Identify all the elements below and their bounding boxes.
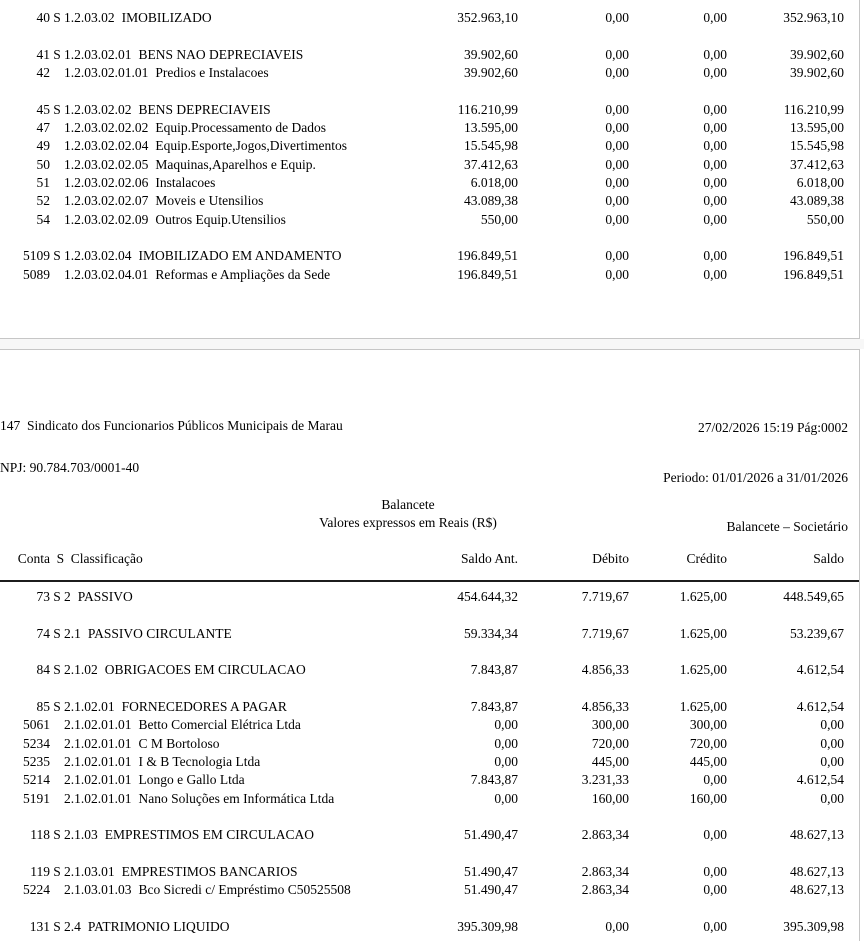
classificacao-code: 2.1.02.01.01 — [64, 717, 132, 733]
conta-cell: 54 — [36, 211, 50, 227]
classificacao-code: 1.2.03.02.02.05 — [64, 156, 149, 172]
table-row — [0, 64, 858, 82]
saldo-cell: 0,00 — [820, 790, 844, 806]
saldo-ant-cell: 0,00 — [494, 753, 518, 769]
debito-cell: 0,00 — [605, 193, 629, 209]
classificacao-desc: I & B Tecnologia Ltda — [138, 753, 261, 769]
saldo-cell: 4.612,54 — [796, 772, 844, 788]
debito-cell: 160,00 — [591, 790, 629, 806]
table-row — [0, 918, 858, 936]
saldo-cell: 196.849,51 — [783, 248, 844, 264]
conta-cell: 49 — [36, 138, 50, 154]
saldo-ant-cell: 7.843,87 — [470, 662, 518, 678]
spacer-row — [0, 643, 858, 661]
classificacao-desc: Reformas e Ampliações da Sede — [155, 266, 331, 282]
classificacao-code: 1.2.03.02.02.07 — [64, 193, 149, 209]
saldo-cell: 13.595,00 — [790, 119, 844, 135]
col-header-classificacao: Classificação — [70, 551, 143, 566]
debito-cell: 0,00 — [605, 101, 629, 117]
credito-cell: 0,00 — [703, 863, 727, 879]
credito-cell: 0,00 — [703, 174, 727, 190]
debito-cell: 0,00 — [605, 119, 629, 135]
saldo-ant-cell: 51.490,47 — [464, 827, 518, 843]
saldo-cell: 48.627,13 — [790, 863, 844, 879]
saldo-ant-cell: 39.902,60 — [464, 64, 518, 80]
table-row — [0, 101, 858, 119]
table-row — [0, 790, 858, 808]
saldo-ant-cell: 196.849,51 — [457, 248, 518, 264]
saldo-ant-cell: 51.490,47 — [464, 863, 518, 879]
s-flag: S — [53, 698, 61, 714]
table-row — [0, 881, 858, 899]
period-line: Periodo: 01/01/2026 a 31/01/2026 — [663, 469, 848, 485]
col-header-credito: Crédito — [686, 551, 727, 566]
saldo-ant-cell: 196.849,51 — [457, 266, 518, 282]
debito-cell: 0,00 — [605, 918, 629, 934]
debito-cell: 0,00 — [605, 266, 629, 282]
conta-cell: 73 — [36, 589, 50, 604]
credito-cell: 445,00 — [689, 753, 727, 769]
conta-cell: 5234 — [23, 735, 50, 751]
report-title-block — [0, 496, 816, 533]
classificacao-code: 1.2.03.02.01 — [64, 46, 132, 62]
debito-cell: 0,00 — [605, 138, 629, 154]
spacer-row — [0, 229, 858, 247]
saldo-ant-cell: 15.545,98 — [464, 138, 518, 154]
credito-cell: 0,00 — [703, 10, 727, 25]
saldo-cell: 39.902,60 — [790, 64, 844, 80]
table-row — [0, 698, 858, 716]
classificacao-desc: Instalacoes — [155, 174, 216, 190]
credito-cell: 0,00 — [703, 138, 727, 154]
page-header-right — [663, 387, 848, 569]
credito-cell: 0,00 — [703, 827, 727, 843]
classificacao-desc: IMOBILIZADO EM ANDAMENTO — [138, 248, 342, 264]
conta-cell: 131 — [29, 918, 50, 934]
spacer-row — [0, 606, 858, 624]
classificacao-code: 2.1.02.01.01 — [64, 772, 132, 788]
saldo-ant-cell: 7.843,87 — [470, 698, 518, 714]
saldo-cell: 48.627,13 — [790, 827, 844, 843]
saldo-cell: 4.612,54 — [796, 698, 844, 714]
table-row — [0, 46, 858, 64]
saldo-ant-cell: 352.963,10 — [457, 10, 518, 25]
s-flag: S — [53, 589, 61, 604]
classificacao-code: 2.1.02.01.01 — [64, 735, 132, 751]
classificacao-code: 2.1.02.01.01 — [64, 753, 132, 769]
classificacao-desc: IMOBILIZADO — [121, 10, 212, 25]
spacer-row — [0, 845, 858, 863]
classificacao-desc: BENS NAO DEPRECIAVEIS — [138, 46, 304, 62]
conta-cell: 45 — [36, 101, 50, 117]
credito-cell: 0,00 — [703, 211, 727, 227]
table-row — [0, 735, 858, 753]
s-flag: S — [53, 827, 61, 843]
conta-cell: 119 — [30, 863, 50, 879]
saldo-cell: 15.545,98 — [790, 138, 844, 154]
saldo-cell: 6.018,00 — [796, 174, 844, 190]
classificacao-desc: Moveis e Utensilios — [155, 193, 264, 209]
table-row — [0, 266, 858, 284]
conta-cell: 42 — [36, 64, 50, 80]
classificacao-desc: PASSIVO — [77, 589, 133, 604]
credito-cell: 0,00 — [703, 882, 727, 898]
page-break-gap — [0, 339, 864, 349]
classificacao-desc: C M Bortoloso — [138, 735, 220, 751]
classificacao-desc: Predios e Instalacoes — [155, 64, 269, 80]
debito-cell: 720,00 — [591, 735, 629, 751]
classificacao-code: 1.2.03.02 — [64, 10, 115, 25]
credito-cell: 0,00 — [703, 101, 727, 117]
saldo-ant-cell: 51.490,47 — [464, 882, 518, 898]
debito-cell: 3.231,33 — [581, 772, 629, 788]
classificacao-desc: EMPRESTIMOS BANCARIOS — [121, 863, 298, 879]
table-row — [0, 771, 858, 789]
saldo-cell: 48.627,13 — [790, 882, 844, 898]
conta-cell: 85 — [36, 698, 50, 714]
saldo-ant-cell: 116.210,99 — [457, 101, 518, 117]
col-header-conta: Conta — [17, 551, 50, 566]
credito-cell: 0,00 — [703, 119, 727, 135]
table-row — [0, 119, 858, 137]
classificacao-desc: Equip.Processamento de Dados — [155, 119, 326, 135]
s-flag: S — [53, 625, 61, 641]
debito-cell: 0,00 — [605, 211, 629, 227]
conta-cell: 47 — [36, 119, 50, 135]
conta-cell: 51 — [36, 174, 50, 190]
saldo-cell: 39.902,60 — [790, 46, 844, 62]
credito-cell: 1.625,00 — [679, 662, 727, 678]
saldo-cell: 196.849,51 — [783, 266, 844, 282]
saldo-ant-cell: 37.412,63 — [464, 156, 518, 172]
table-row — [0, 863, 858, 881]
company-line: 147 Sindicato dos Funcionarios Públicos Municipais de Marau — [0, 418, 343, 433]
classificacao-desc: Longo e Gallo Ltda — [138, 772, 245, 788]
credito-cell: 0,00 — [703, 64, 727, 80]
classificacao-desc: Betto Comercial Elétrica Ltda — [138, 717, 301, 733]
credito-cell: 300,00 — [689, 717, 727, 733]
classificacao-code: 1.2.03.02.02.06 — [64, 174, 149, 190]
debito-cell: 0,00 — [605, 10, 629, 25]
conta-cell: 5235 — [23, 753, 50, 769]
s-flag: S — [53, 10, 61, 25]
saldo-cell: 4.612,54 — [796, 662, 844, 678]
classificacao-code: 1.2.03.02.02.04 — [64, 138, 149, 154]
conta-cell: 118 — [30, 827, 50, 843]
column-header-row — [0, 550, 858, 568]
saldo-cell: 116.210,99 — [783, 101, 844, 117]
saldo-cell: 43.089,38 — [790, 193, 844, 209]
debito-cell: 0,00 — [605, 46, 629, 62]
table-row — [0, 156, 858, 174]
debito-cell: 300,00 — [591, 717, 629, 733]
saldo-ant-cell: 395.309,98 — [457, 918, 518, 934]
conta-cell: 50 — [36, 156, 50, 172]
saldo-ant-cell: 13.595,00 — [464, 119, 518, 135]
classificacao-desc: OBRIGACOES EM CIRCULACAO — [104, 662, 306, 678]
saldo-cell: 352.963,10 — [783, 10, 844, 25]
spacer-row — [0, 27, 858, 45]
s-flag: S — [53, 863, 61, 879]
debito-cell: 2.863,34 — [581, 882, 629, 898]
conta-cell: 5109 — [23, 248, 50, 264]
saldo-cell: 395.309,98 — [783, 918, 844, 934]
debito-cell: 2.863,34 — [581, 827, 629, 843]
debito-cell: 0,00 — [605, 156, 629, 172]
classificacao-code: 2.1.02.01 — [64, 698, 115, 714]
header-separator-rule — [0, 580, 859, 582]
debito-cell: 2.863,34 — [581, 863, 629, 879]
s-flag: S — [53, 662, 61, 678]
conta-cell: 40 — [36, 10, 50, 25]
conta-cell: 84 — [36, 662, 50, 678]
s-flag: S — [53, 101, 61, 117]
conta-cell: 5061 — [23, 717, 50, 733]
classificacao-desc: PASSIVO CIRCULANTE — [87, 625, 232, 641]
conta-cell: 5214 — [23, 772, 50, 788]
saldo-ant-cell: 0,00 — [494, 717, 518, 733]
table-row — [0, 247, 858, 265]
credito-cell: 0,00 — [703, 156, 727, 172]
classificacao-desc: Equip.Esporte,Jogos,Divertimentos — [155, 138, 347, 154]
saldo-cell: 448.549,65 — [783, 589, 844, 604]
table-row — [0, 192, 858, 210]
col-header-saldo: Saldo — [813, 551, 844, 566]
classificacao-code: 2.1 — [64, 625, 81, 641]
classificacao-code: 2.1.03 — [64, 827, 98, 843]
table-row — [0, 137, 858, 155]
debito-cell: 0,00 — [605, 248, 629, 264]
conta-cell: 41 — [36, 46, 50, 62]
s-flag: S — [53, 918, 61, 934]
credito-cell: 0,00 — [703, 266, 727, 282]
s-flag: S — [53, 248, 61, 264]
classificacao-desc: Nano Soluções em Informática Ltda — [138, 790, 335, 806]
conta-cell: 52 — [36, 193, 50, 209]
saldo-ant-cell: 454.644,32 — [457, 589, 518, 604]
classificacao-code: 1.2.03.02.02.09 — [64, 211, 149, 227]
datetime-page-line: 27/02/2026 15:19 Pág:0002 — [697, 420, 848, 435]
page-header-left — [0, 391, 343, 503]
credito-cell: 0,00 — [703, 193, 727, 209]
classificacao-code: 2.1.02.01.01 — [64, 790, 132, 806]
classificacao-code: 1.2.03.02.04 — [64, 248, 132, 264]
classificacao-desc: EMPRESTIMOS EM CIRCULACAO — [104, 827, 315, 843]
classificacao-code: 2.1.02 — [64, 662, 98, 678]
saldo-ant-cell: 59.334,34 — [464, 625, 518, 641]
debito-cell: 7.719,67 — [581, 589, 629, 604]
classificacao-code: 1.2.03.02.01.01 — [64, 64, 149, 80]
credito-cell: 160,00 — [689, 790, 727, 806]
cnpj-line: NPJ: 90.784.703/0001-40 — [0, 460, 140, 475]
saldo-ant-cell: 550,00 — [480, 211, 518, 227]
conta-cell: 74 — [36, 625, 50, 641]
classificacao-desc: FORNECEDORES A PAGAR — [121, 698, 287, 714]
table-row — [0, 211, 858, 229]
col-header-saldo-ant: Saldo Ant. — [460, 551, 518, 566]
classificacao-code: 2.1.03.01 — [64, 863, 115, 879]
report-title: Balancete — [381, 497, 435, 512]
col-header-s: S — [56, 551, 65, 566]
credito-cell: 0,00 — [703, 772, 727, 788]
classificacao-code: 1.2.03.02.02 — [64, 101, 132, 117]
report-subtitle: Valores expressos em Reais (R$) — [319, 515, 497, 531]
classificacao-desc: Outros Equip.Utensilios — [155, 211, 286, 227]
s-flag: S — [53, 46, 61, 62]
table-row — [0, 716, 858, 734]
conta-cell: 5191 — [23, 790, 50, 806]
saldo-ant-cell: 7.843,87 — [470, 772, 518, 788]
classificacao-desc: BENS DEPRECIAVEIS — [138, 101, 271, 117]
classificacao-code: 2.1.03.01.03 — [64, 882, 132, 898]
saldo-ant-cell: 6.018,00 — [470, 174, 518, 190]
debito-cell: 445,00 — [591, 753, 629, 769]
page1-table-body — [0, 9, 858, 284]
col-header-debito: Débito — [592, 551, 629, 566]
saldo-cell: 0,00 — [820, 717, 844, 733]
conta-cell: 5224 — [23, 882, 50, 898]
debito-cell: 4.856,33 — [581, 662, 629, 678]
saldo-cell: 550,00 — [806, 211, 844, 227]
table-row — [0, 174, 858, 192]
report-page-2 — [0, 349, 860, 941]
debito-cell: 0,00 — [605, 64, 629, 80]
table-row — [0, 826, 858, 844]
saldo-ant-cell: 43.089,38 — [464, 193, 518, 209]
credito-cell: 0,00 — [703, 248, 727, 264]
spacer-row — [0, 808, 858, 826]
saldo-cell: 53.239,67 — [790, 625, 844, 641]
classificacao-code: 1.2.03.02.04.01 — [64, 266, 149, 282]
classificacao-code: 1.2.03.02.02.02 — [64, 119, 149, 135]
classificacao-desc: Bco Sicredi c/ Empréstimo C50525508 — [138, 882, 351, 898]
debito-cell: 0,00 — [605, 174, 629, 190]
credito-cell: 720,00 — [689, 735, 727, 751]
spacer-row — [0, 900, 858, 918]
conta-cell: 5089 — [23, 266, 50, 282]
table-row — [0, 753, 858, 771]
credito-cell: 1.625,00 — [679, 589, 727, 604]
table-row — [0, 661, 858, 679]
saldo-ant-cell: 39.902,60 — [464, 46, 518, 62]
table-row — [0, 9, 858, 27]
spacer-row — [0, 82, 858, 100]
classificacao-code: 2.4 — [64, 918, 81, 934]
credito-cell: 1.625,00 — [679, 698, 727, 714]
saldo-cell: 37.412,63 — [790, 156, 844, 172]
saldo-ant-cell: 0,00 — [494, 735, 518, 751]
classificacao-desc: Maquinas,Aparelhos e Equip. — [155, 156, 316, 172]
classificacao-code: 2 — [64, 589, 71, 604]
spacer-row — [0, 680, 858, 698]
debito-cell: 7.719,67 — [581, 625, 629, 641]
table-row — [0, 588, 858, 606]
page2-table-body — [0, 588, 858, 936]
report-page-1 — [0, 0, 860, 339]
report-type-line: Balancete – Societário — [726, 519, 848, 534]
saldo-ant-cell: 0,00 — [494, 790, 518, 806]
credito-cell: 0,00 — [703, 918, 727, 934]
saldo-cell: 0,00 — [820, 753, 844, 769]
credito-cell: 1.625,00 — [679, 625, 727, 641]
debito-cell: 4.856,33 — [581, 698, 629, 714]
credito-cell: 0,00 — [703, 46, 727, 62]
saldo-cell: 0,00 — [820, 735, 844, 751]
classificacao-desc: PATRIMONIO LIQUIDO — [87, 918, 230, 934]
table-row — [0, 625, 858, 643]
